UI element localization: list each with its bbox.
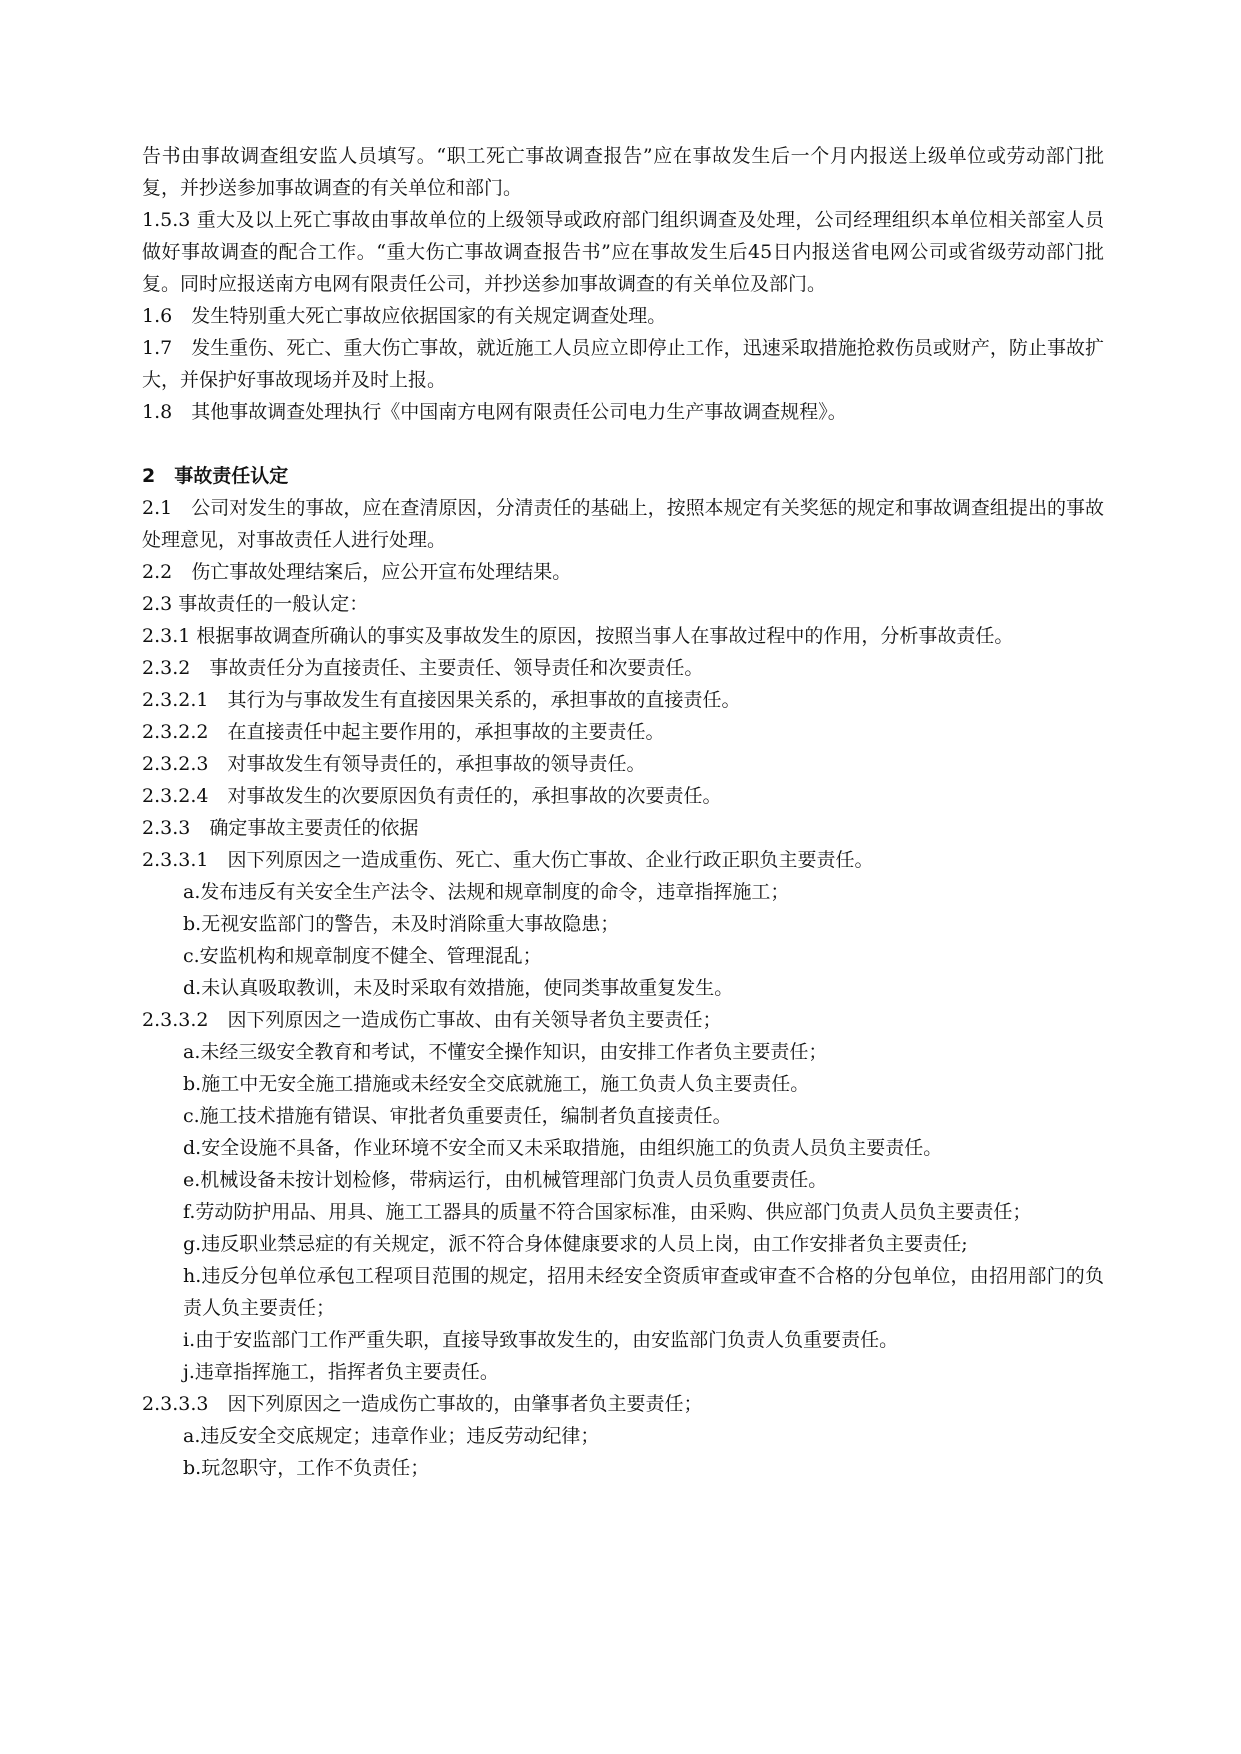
paragraph: c.安监机构和规章制度不健全、管理混乱； [183,945,542,967]
paragraph: b.玩忽职守，工作不负责任； [183,1457,430,1479]
paragraph: 2.3.2 事故责任分为直接责任、主要责任、领导责任和次要责任。 [142,657,704,679]
paragraph: f.劳动防护用品、用具、施工工器具的质量不符合国家标准，由采购、供应部门负责人员负主要责任； [183,1201,1032,1223]
paragraph: 2.3.1 根据事故调查所确认的事实及事故发生的原因，按照当事人在事故过程中的作用，分析事故责任。 [142,625,1014,647]
paragraph: h.违反分包单位承包工程项目范围的规定，招用未经安全资质审查或审查不合格的分包单位，由招用部门的负责人负主要责任； [183,1265,1104,1319]
paragraph: i.由于安监部门工作严重失职，直接导致事故发生的，由安监部门负责人负重要责任。 [183,1329,899,1351]
paragraph: 2.3.3.2 因下列原因之一造成伤亡事故、由有关领导者负主要责任； [142,1009,722,1031]
paragraph: 2.3.3 确定事故主要责任的依据 [142,817,419,839]
paragraph: 1.7 发生重伤、死亡、重大伤亡事故，就近施工人员应立即停止工作，迅速采取措施抢救伤员或财产，防止事故扩大，并保护好事故现场并及时上报。 [142,337,1104,391]
section-heading: 2 事故责任认定 [142,465,289,487]
paragraph: 2.2 伤亡事故处理结案后，应公开宣布处理结果。 [142,561,572,583]
paragraph: 1.8 其他事故调查处理执行《中国南方电网有限责任公司电力生产事故调查规程》。 [142,401,847,423]
document-page [142,140,1104,1484]
paragraph: 2.3 事故责任的一般认定： [142,593,369,615]
paragraph: d.未认真吸取教训，未及时采取有效措施，使同类事故重复发生。 [183,977,734,999]
paragraph: 2.3.3.3 因下列原因之一造成伤亡事故的，由肇事者负主要责任； [142,1393,703,1415]
paragraph: 2.3.2.1 其行为与事故发生有直接因果关系的，承担事故的直接责任。 [142,689,741,711]
paragraph: 2.3.3.1 因下列原因之一造成重伤、死亡、重大伤亡事故、企业行政正职负主要责任。 [142,849,874,871]
paragraph: a.发布违反有关安全生产法令、法规和规章制度的命令，违章指挥施工； [183,881,790,903]
paragraph: j.违章指挥施工，指挥者负主要责任。 [183,1361,499,1383]
paragraph: 2.3.2.4 对事故发生的次要原因负有责任的，承担事故的次要责任。 [142,785,722,807]
paragraph: 2.1 公司对发生的事故，应在查清原因，分清责任的基础上，按照本规定有关奖惩的规定和事故调查组提出的事故处理意见，对事故责任人进行处理。 [142,497,1104,551]
paragraph: 1.5.3 重大及以上死亡事故由事故单位的上级领导或政府部门组织调查及处理，公司经理组织本单位相关部室人员做好事故调查的配合工作。“重大伤亡事故调查报告书”应在事故发生后45日内报送省电网公司或省级劳动部门批复。同时应报送南方电网有限责任公司，并抄送参加事故调查的有关单位及部门。 [142,209,1104,295]
paragraph: a.违反安全交底规定；违章作业；违反劳动纪律； [183,1425,600,1447]
paragraph: e.机械设备未按计划检修，带病运行，由机械管理部门负责人员负重要责任。 [183,1169,828,1191]
paragraph: g.违反职业禁忌症的有关规定，派不符合身体健康要求的人员上岗，由工作安排者负主要责任; [183,1233,968,1255]
paragraph: a.未经三级安全教育和考试，不懂安全操作知识，由安排工作者负主要责任； [183,1041,828,1063]
paragraph: b.无视安监部门的警告，未及时消除重大事故隐患； [183,913,620,935]
paragraph: c.施工技术措施有错误、审批者负重要责任，编制者负直接责任。 [183,1105,732,1127]
paragraph: b.施工中无安全施工措施或未经安全交底就施工，施工负责人负主要责任。 [183,1073,810,1095]
paragraph: 2.3.2.3 对事故发生有领导责任的，承担事故的领导责任。 [142,753,646,775]
paragraph: 告书由事故调查组安监人员填写。“职工死亡事故调查报告”应在事故发生后一个月内报送上级单位或劳动部门批复，并抄送参加事故调查的有关单位和部门。 [142,145,1104,199]
paragraph: 1.6 发生特别重大死亡事故应依据国家的有关规定调查处理。 [142,305,667,327]
paragraph: 2.3.2.2 在直接责任中起主要作用的，承担事故的主要责任。 [142,721,665,743]
paragraph: d.安全设施不具备，作业环境不安全而又未采取措施，由组织施工的负责人员负主要责任。 [183,1137,943,1159]
